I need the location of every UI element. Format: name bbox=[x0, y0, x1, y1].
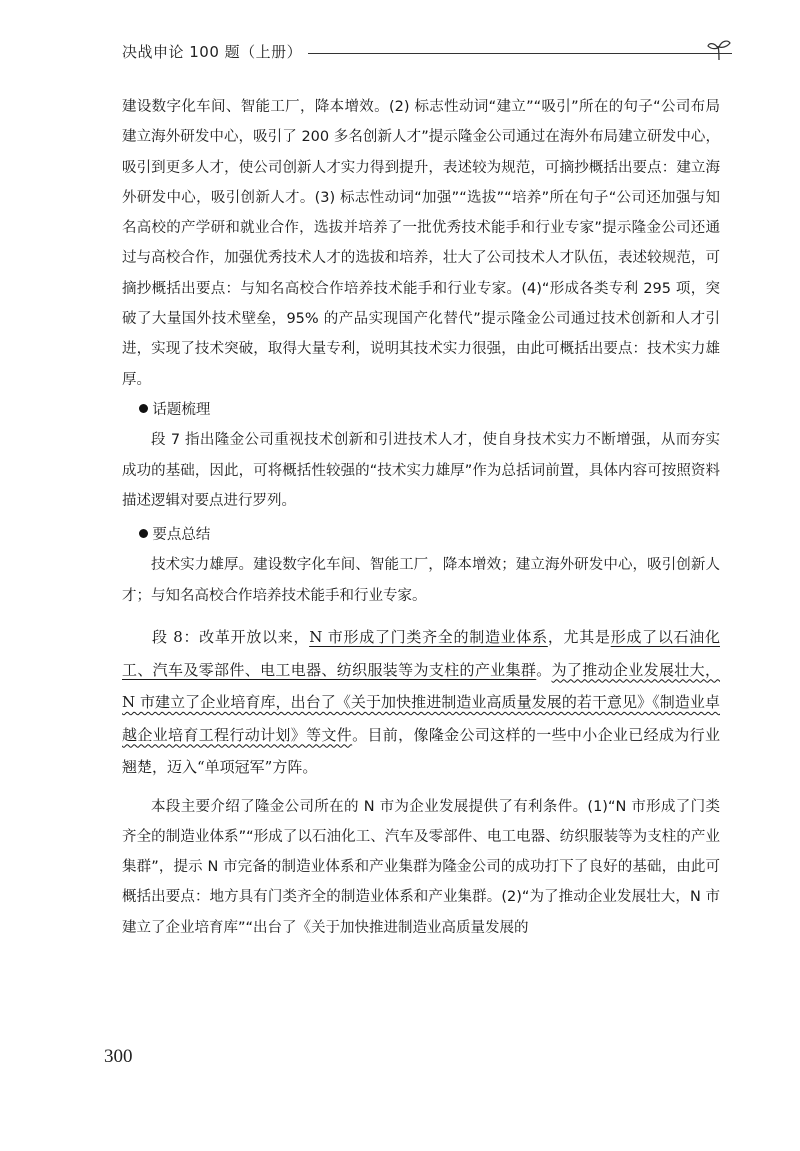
quote-underline: 形成了以石油化工、汽车及零部件、电工电器、纺织服装等为支柱的产业集群 bbox=[122, 628, 720, 679]
analysis-paragraph: 本段主要介绍了隆金公司所在的 N 市为企业发展提供了有利条件。(1)“N 市形成了门类齐全的制造业体系”“形成了以石油化工、汽车及零部件、电工电器、纺织服装等为支柱的产业集群”，提示 N 市完备的制造业体系和产业集群为隆金公司的成功打下了良好的基础，由此可概括出要点：地方具有门类齐全的制造业体系和产业集群。(2)“为了推动企业发展壮大，N 市建立了企业培育库”“出台了《关于加快推进制造业高质量发展的 bbox=[122, 798, 720, 936]
quote-wavy-underline: 为了推动企业发展壮大，N 市建立了企业培育库，出台了《关于加快推进制造业高质量发展的若干意见》《制造业卓越企业培育工程行动计划》等文件 bbox=[122, 660, 720, 744]
bullet-icon bbox=[139, 529, 148, 538]
page-body bbox=[122, 92, 720, 943]
section-heading-label: 话题梳理 bbox=[152, 401, 211, 418]
analysis-paragraph: 建设数字化车间、智能工厂，降本增效。(2) 标志性动词“建立”“吸引”所在的句子“公司布局建立海外研发中心，吸引了 200 多名创新人才”提示隆金公司通过在海外布局建立研发中心，吸引到更多人才，使公司创新人才实力得到提升，表述较为规范，可摘抄概括出要点：建立海外研发中心，吸引创新人才。(3) 标志性动词“加强”“选拔”“培养”所在句子“公司还加强与知名高校的产学研和就业合作，选拔并培养了一批优秀技术能手和行业专家”提示隆金公司还通过与高校合作，加强优秀技术人才的选拔和培养，壮大了公司技术人才队伍，表述较规范，可摘抄概括出要点：与知名高校合作培养技术能手和行业专家。(4)“形成各类专利 295 项，突破了大量国外技术壁垒，95% 的产品实现国产化替代”提示隆金公司通过技术创新和人才引进，实现了技术突破，取得大量专利，说明其技术实力很强，由此可概括出要点：技术实力雄厚。 bbox=[122, 99, 720, 388]
topic-paragraph: 段 7 指出隆金公司重视技术创新和引进技术人才，使自身技术实力不断增强，从而夯实成功的基础，因此，可将概括性较强的“技术实力雄厚”作为总括词前置，具体内容可按照资料描述逻辑对要点进行罗列。 bbox=[122, 432, 720, 509]
quote-text: 。目前，像隆金公司这样的一些中小企业已经成为行业翘楚，迈入“单项冠军”方阵。 bbox=[122, 725, 720, 777]
quote-text: 段 8：改革开放以来， bbox=[152, 628, 310, 647]
section-heading-topic bbox=[122, 395, 720, 425]
bullet-icon bbox=[139, 404, 148, 413]
source-quote-paragraph bbox=[122, 621, 720, 784]
section-heading-label: 要点总结 bbox=[152, 527, 211, 544]
quote-underline: N 市形成了门类齐全的制造业体系 bbox=[309, 628, 548, 647]
running-header bbox=[122, 36, 732, 66]
book-title: 决战申论 100 题（上册） bbox=[122, 42, 303, 61]
header-rule bbox=[308, 53, 732, 54]
quote-text: ，尤其是 bbox=[547, 628, 611, 647]
page-number: 300 bbox=[104, 1046, 133, 1067]
section-heading-summary bbox=[122, 520, 720, 550]
summary-paragraph: 技术实力雄厚。建设数字化车间、智能工厂，降本增效；建立海外研发中心，吸引创新人才；与知名高校合作培养技术能手和行业专家。 bbox=[122, 557, 720, 604]
sprout-icon bbox=[706, 38, 732, 62]
quote-text: 。 bbox=[536, 660, 552, 679]
